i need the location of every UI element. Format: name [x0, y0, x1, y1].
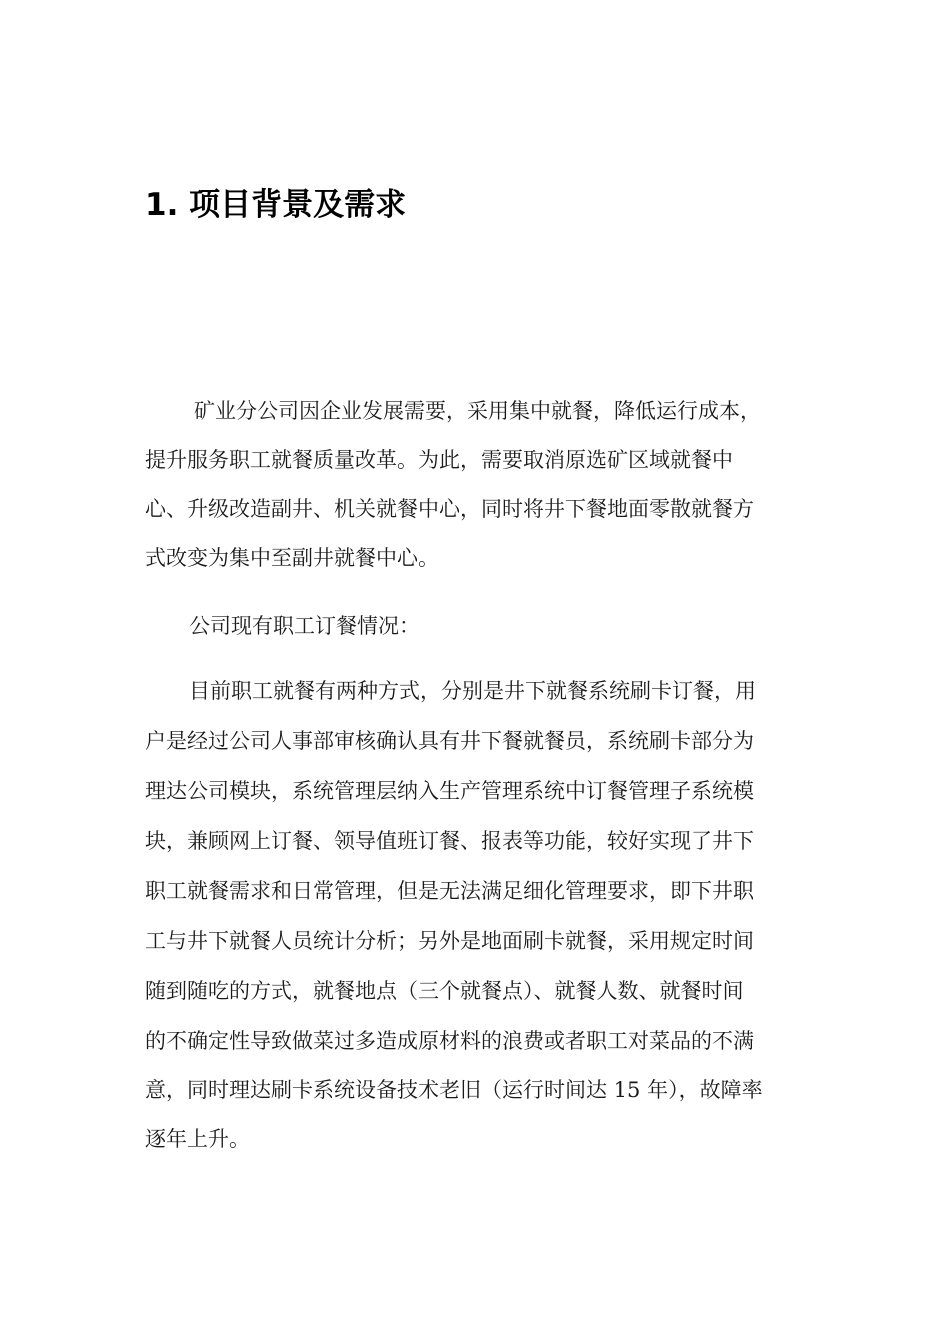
paragraph-3-line-2: 户是经过公司人事部审核确认具有井下餐就餐员，系统刷卡部分为: [145, 729, 754, 753]
section-heading: 1. 项目背景及需求: [145, 187, 407, 223]
paragraph-3-line-5: 职工就餐需求和日常管理，但是无法满足细化管理要求，即下井职: [145, 879, 754, 903]
paragraph-3-line-4: 块，兼顾网上订餐、领导值班订餐、报表等功能，较好实现了井下: [145, 829, 754, 853]
paragraph-3-line-3: 理达公司模块，系统管理层纳入生产管理系统中订餐管理子系统模: [145, 779, 754, 803]
paragraph-1-line-3: 心、升级改造副井、机关就餐中心，同时将井下餐地面零散就餐方: [145, 497, 754, 521]
paragraph-1-line-4: 式改变为集中至副井就餐中心。: [145, 546, 439, 570]
paragraph-1-line-1: 矿业分公司因企业发展需要，采用集中就餐，降低运行成本，: [194, 399, 761, 423]
paragraph-2-line-1: 公司现有职工订餐情况：: [189, 614, 420, 638]
paragraph-3-line-6: 工与井下就餐人员统计分析；另外是地面刷卡就餐，采用规定时间: [145, 929, 754, 953]
paragraph-3-line-7: 随到随吃的方式，就餐地点（三个就餐点）、就餐人数、就餐时间: [145, 979, 744, 1003]
paragraph-3-line-8: 的不确定性导致做菜过多造成原材料的浪费或者职工对菜品的不满: [145, 1029, 754, 1053]
paragraph-3-line-10: 逐年上升。: [145, 1127, 250, 1151]
paragraph-1-line-2: 提升服务职工就餐质量改革。为此，需要取消原选矿区域就餐中: [145, 448, 733, 472]
paragraph-3-line-9: 意，同时理达刷卡系统设备技术老旧（运行时间达 15 年），故障率: [145, 1078, 763, 1102]
paragraph-3-line-1: 目前职工就餐有两种方式，分别是井下就餐系统刷卡订餐，用: [189, 679, 756, 703]
